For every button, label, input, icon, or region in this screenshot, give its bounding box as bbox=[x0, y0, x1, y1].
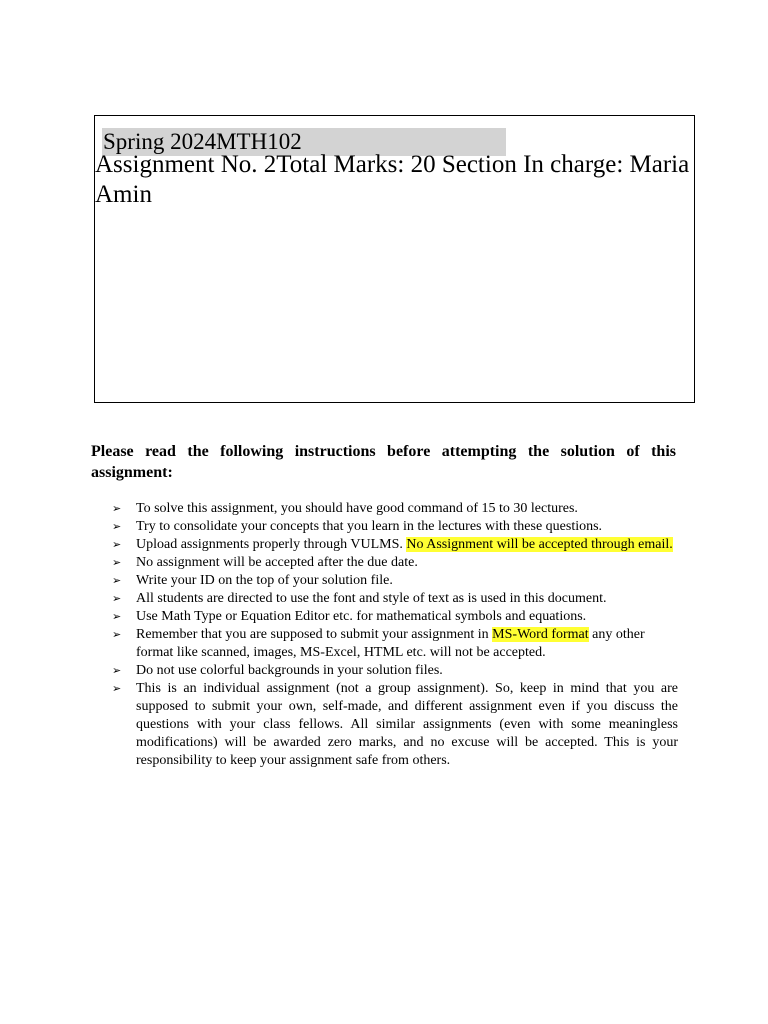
instruction-text: No assignment will be accepted after the due date. bbox=[136, 555, 418, 570]
arrow-bullet-icon: ➢ bbox=[112, 556, 122, 569]
arrow-bullet-icon: ➢ bbox=[112, 502, 122, 515]
list-item bbox=[112, 662, 678, 680]
list-item bbox=[112, 590, 678, 608]
list-item bbox=[112, 554, 678, 572]
instruction-text: Try to consolidate your concepts that you learn in the lectures with these questions. bbox=[136, 519, 603, 534]
instruction-list bbox=[112, 500, 678, 770]
instruction-text: This is an individual assignment (not a group assignment). So, keep in mind that you are supposed to submit your own, self-made, and different assignment even if you discuss the questions with your class fellows. All similar assignments (even with some meaningless modifications) will be awarded zero marks, and no excuse will be accepted. This is your responsibility to keep your assignment safe from others. bbox=[136, 681, 678, 768]
instruction-text: Remember that you are supposed to submit your assignment in bbox=[136, 627, 493, 642]
instruction-text: To solve this assignment, you should have good command of 15 to 30 lectures. bbox=[136, 501, 578, 516]
arrow-bullet-icon: ➢ bbox=[112, 664, 122, 677]
assignment-header-box bbox=[94, 115, 695, 403]
list-item bbox=[112, 536, 678, 554]
instructions-heading: Please read the following instructions before attempting the solution of this assignment: bbox=[91, 443, 676, 481]
list-item bbox=[112, 608, 678, 626]
arrow-bullet-icon: ➢ bbox=[112, 628, 122, 641]
instruction-text: Upload assignments properly through VULMS. bbox=[136, 537, 407, 552]
instruction-text: Write your ID on the top of your solution file. bbox=[136, 573, 393, 588]
instruction-text-continued: any other format like scanned, images, MS-Excel, HTML etc. will not be accepted. bbox=[136, 627, 645, 660]
arrow-bullet-icon: ➢ bbox=[112, 520, 122, 533]
highlighted-text: MS-Word format bbox=[492, 627, 589, 642]
highlighted-text: No Assignment will be accepted through email. bbox=[406, 537, 673, 552]
arrow-bullet-icon: ➢ bbox=[112, 538, 122, 551]
arrow-bullet-icon: ➢ bbox=[112, 592, 122, 605]
assignment-details: Assignment No. 2Total Marks: 20 Section In charge: Maria Amin bbox=[95, 151, 690, 208]
list-item bbox=[112, 626, 678, 662]
list-item bbox=[112, 680, 678, 770]
arrow-bullet-icon: ➢ bbox=[112, 682, 122, 695]
list-item bbox=[112, 572, 678, 590]
list-item bbox=[112, 518, 678, 536]
semester-course-title: Spring 2024MTH102 bbox=[103, 129, 302, 154]
instruction-text: All students are directed to use the font and style of text as is used in this document. bbox=[136, 591, 607, 606]
arrow-bullet-icon: ➢ bbox=[112, 610, 122, 623]
list-item bbox=[112, 500, 678, 518]
arrow-bullet-icon: ➢ bbox=[112, 574, 122, 587]
instruction-text: Use Math Type or Equation Editor etc. for mathematical symbols and equations. bbox=[136, 609, 587, 624]
instruction-text: Do not use colorful backgrounds in your solution files. bbox=[136, 663, 443, 678]
text-cursor bbox=[94, 234, 95, 246]
